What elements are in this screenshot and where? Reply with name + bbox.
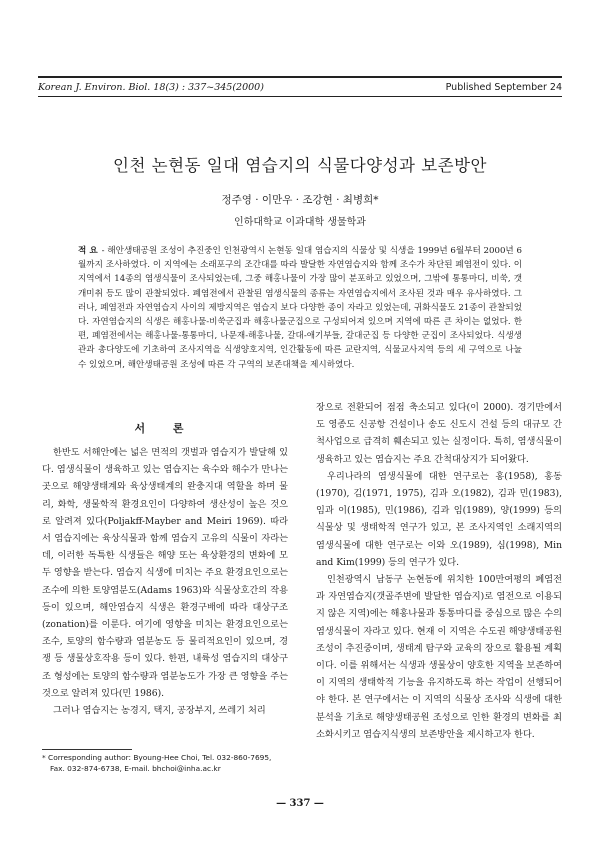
left-paragraph-1: 한반도 서해안에는 넓은 면적의 갯벌과 염습지가 발달해 있다. 염생식물이 생육하고 있는 염습지는 육수와 해수가 만나는 곳으로 해양생태계와 육상생태계의 완충지대 역할을 하며 물리, 화학, 생물학적 환경요인이 다양하여 생산성이 높은 것으로 알려져 있다(Poljakff-Mayber and Meiri 1969). 따라서 염습지에는 육상식물과 함께 염습지 고유의 식물이 자라는데, 이러한 독특한 식생들은 해양 또는 육상환경의 변화에 모두 영향을 받는다. 염습지 식생에 미치는 주요 환경요인으로는 조수에 의한 토양염분도(Adams 1963)와 식물상호간의 작용 등이 있으며, 해안염습지 식생은 환경구배에 따라 대상구조(zonation)를 이룬다. 여기에 영향을 미치는 환경요인으로는 조수, 토양의 함수량과 염분농도 등 물리적요인이 있으며, 경쟁 등 생물상호작용 등이 있다. 한편, 내륙성 염습지의 대상구조 형성에는 토양의 함수량과 염분농도가 가장 큰 영향을 주는 것으로 알려져 있다(민 1986). xyxy=(42,447,288,699)
running-header xyxy=(38,80,562,94)
page-number: — 337 — xyxy=(276,798,324,809)
published-date: Published September 24 xyxy=(445,81,562,93)
footnote-line-1: * Corresponding author: Byoung-Hee Choi, Tel. 032-860-7695, xyxy=(42,753,272,762)
footnote-line-2: Fax. 032-874-6738, E-mail. bhchoi@inha.ac.kr xyxy=(50,764,221,773)
abstract-text: - 해안생태공원 조성이 추진중인 인천광역시 논현동 일대 염습지의 식물상 및 식생을 1999년 6월부터 2000년 6월까지 조사하였다. 이 지역에는 소래포구의 조간대를 따라 발달한 자연염습지와 함께 조수가 차단된 폐염전이 있다. 이 지역에서 14종의 염생식물이 조사되었는데, 그중 해홍나물이 가장 많이 분포하고 있었으며, 그밖에 통통마디, 비쑥, 갯개미취 등도 많이 관찰되었다. 폐염전에서 관찰된 염생식물의 종류는 자연염습지에서 조사된 것과 매우 유사하였다. 그러나, 폐염전과 자연염습지 사이의 제방지역은 염습지 보다 다양한 종이 자라고 있었는데, 귀화식물도 21종이 관찰되었다. 자연염습지의 식생은 해홍나물-비쑥군집과 해홍나물군집으로 구성되어져 있으며 지역에 따른 큰 차이는 없었다. 한편, 폐염전에서는 해홍나물-통통마디, 나문재-해홍나물, 갈대-애기부들, 갈대군집 등 다양한 군집이 조사되었다. 식생생관과 총다양도에 기초하여 조사지역을 식생양호지역, 인간활동에 따른 교란지역, 식물교사지역 등의 세 구역으로 나눌 수 있었으며, 해안생태공원 조성에 따른 각 구역의 보존대책을 제시하였다. xyxy=(78,246,522,370)
section-heading-introduction: 서 론 xyxy=(134,422,196,435)
paper-title: 인천 논현동 일대 염습지의 식물다양성과 보존방안 xyxy=(113,156,487,175)
abstract-lead: 적 요 xyxy=(78,246,98,256)
left-column xyxy=(42,444,288,719)
affiliation: 인하대학교 이과대학 생물학과 xyxy=(234,217,366,228)
corresponding-author-footnote xyxy=(42,752,288,774)
right-paragraph-2: 우리나라의 염생식물에 대한 연구로는 홍(1958), 홍동(1970), 김(1971, 1975), 김과 오(1982), 김과 민(1983), 임과 이(1985), 민(1986), 김과 임(1989), 양(1999) 등의 식물상 및 생태학적 연구가 있고, 본 조사지역인 소래지역의 염생식물에 대한 연구로는 이와 오(1989), 심(1998), Min and Kim(1999) 등의 연구가 있다. xyxy=(316,470,562,568)
journal-citation: Korean J. Environ. Biol. 18(3) : 337~345(2000) xyxy=(38,81,264,93)
left-paragraph-2: 그러나 염습지는 농경지, 택지, 공장부지, 쓰레기 처리 xyxy=(53,705,266,717)
header-bottom-rule xyxy=(38,96,562,97)
footnote-rule xyxy=(42,749,132,750)
header-top-rule xyxy=(38,76,562,78)
right-paragraph-3: 인천광역시 남동구 논현동에 위치한 100만여평의 폐염전과 자연염습지(갯골주변에 발달한 염습지)로 염전으로 이용되지 않은 지역)에는 해홍나물과 통통마디를 중심으로 많은 수의 염생식물이 자라고 있다. 현재 이 지역은 수도권 해양생태공원 조성이 추진중이며, 생태계 탐구와 교육의 장으로 활용될 계획이다. 이를 위해서는 식생과 생물상이 양호한 지역을 보존하여 이 지역의 생태학적 기능을 유지하도록 하는 작업이 선행되어야 한다. 본 연구에서는 이 지역의 식물상 조사와 식생에 대한 분석을 기초로 해양생태공원 조성으로 인한 환경의 변화를 최소화시키고 염습지식생의 보존방안을 제시하고자 한다. xyxy=(316,574,562,740)
right-paragraph-1: 장으로 전환되어 점점 축소되고 있다(이 2000). 경기만에서도 영종도 신공항 건설이나 송도 신도시 건설 등의 대규모 간척사업으로 급격히 훼손되고 있는 실정이다. 특히, 염생식물이 생육하고 있는 염습지는 주요 간척대상지가 되어왔다. xyxy=(316,402,562,465)
author-list: 정주영 · 이만우 · 조강현 · 최병희* xyxy=(221,194,379,206)
right-column xyxy=(316,399,562,743)
abstract xyxy=(78,244,522,372)
